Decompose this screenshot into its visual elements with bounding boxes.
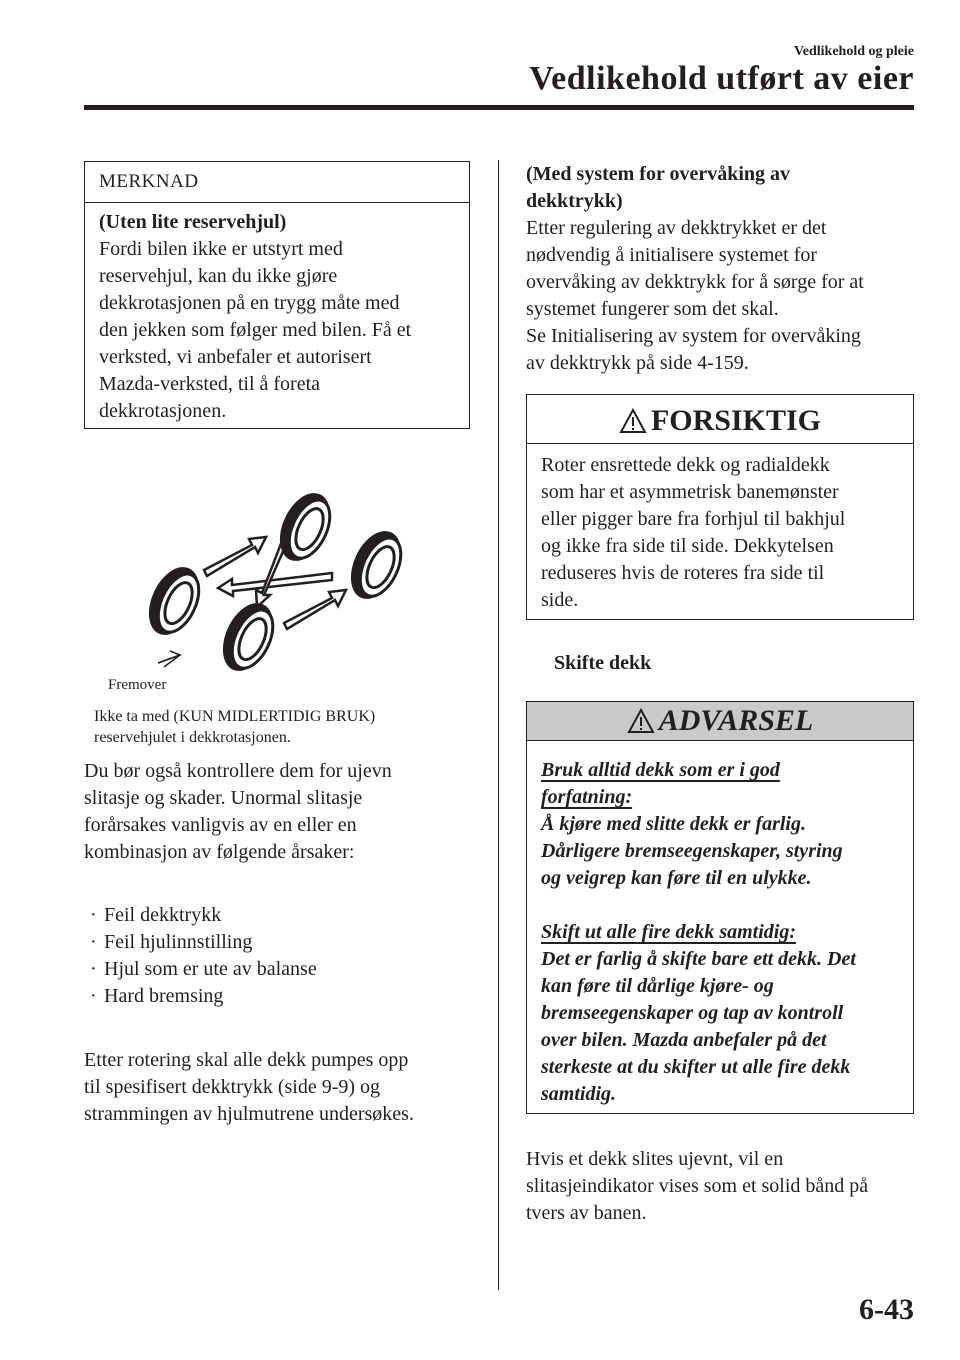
text-line: systemet fungerer som det skal. <box>526 298 779 320</box>
list-item <box>90 956 317 983</box>
figure-caption <box>94 706 375 748</box>
forward-arrow-icon <box>158 651 180 667</box>
text-line: overvåking av dekktrykk for å sørge for at <box>526 271 864 293</box>
caution-title: FORSIKTIG <box>650 404 822 437</box>
warning-body <box>527 741 913 1108</box>
text-line: Å kjøre med slitte dekk er farlig. <box>541 813 806 835</box>
caption-line: Ikke ta med (KUN MIDLERTIDIG BRUK) <box>94 708 376 725</box>
page-title: Vedlikehold utført av eier <box>529 60 914 97</box>
text-line: side. <box>541 589 579 611</box>
note-line: Mazda-verksted, til å foreta <box>99 373 321 395</box>
text-line: Se Initialisering av system for overvåking <box>526 325 861 347</box>
warning-subheading: forfatning: <box>541 786 633 808</box>
text-line: sterkeste at du skifter ut alle fire dekk <box>541 1056 851 1078</box>
warning-triangle-icon <box>627 708 655 734</box>
text-line: over bilen. Mazda anbefaler på det <box>541 1029 827 1051</box>
text-line: Du bør også kontrollere dem for ujevn <box>84 760 392 782</box>
list-item <box>90 902 317 929</box>
text-line: Det er farlig å skifte bare ett dekk. Det <box>541 948 856 970</box>
list-item-text: Feil hjulinnstilling <box>104 931 253 953</box>
caption-line: reservehjulet i dekkrotasjonen. <box>94 729 291 746</box>
tire-rear-left <box>139 559 209 643</box>
warning-box <box>526 701 914 1114</box>
text-line: Roter ensrettede dekk og radialdekk <box>541 454 830 476</box>
warning-heading <box>527 702 913 741</box>
text-line: tvers av banen. <box>526 1202 647 1224</box>
left-paragraph-1 <box>84 758 392 866</box>
text-line: Dårligere bremseegenskaper, styring <box>541 840 843 862</box>
header-divider <box>84 105 914 110</box>
note-line: den jekken som følger med bilen. Få et <box>99 319 412 341</box>
text-line: strammingen av hjulmutrene undersøkes. <box>84 1103 414 1125</box>
list-item-text: Hjul som er ute av balanse <box>104 958 317 980</box>
caution-box <box>526 394 914 620</box>
text-line: slitasje og skader. Unormal slitasje <box>84 787 363 809</box>
text-line: kan føre til dårlige kjøre- og <box>541 975 774 997</box>
left-paragraph-2 <box>84 1047 414 1128</box>
caution-body <box>527 443 913 614</box>
note-line: dekkrotasjonen. <box>99 400 227 422</box>
note-body <box>85 203 469 425</box>
text-line: reduseres hvis de roteres fra side til <box>541 562 825 584</box>
warning-subheading: Bruk alltid dekk som er i god <box>541 759 780 781</box>
section-label: Vedlikehold og pleie <box>793 44 914 59</box>
text-line: og ikke fra side til side. Dekkytelsen <box>541 535 834 557</box>
warning-triangle-icon <box>619 408 647 434</box>
text-line: til spesifisert dekktrykk (side 9-9) og <box>84 1076 381 1098</box>
cause-list <box>90 902 317 1010</box>
subsection-heading: dekktrykk) <box>526 190 623 212</box>
warning-subheading: Skift ut alle fire dekk samtidig: <box>541 921 796 943</box>
right-intro <box>526 161 864 377</box>
bullet-marker: · <box>90 904 97 926</box>
note-box <box>84 161 470 429</box>
text-line: nødvendig å initialisere systemet for <box>526 244 818 266</box>
tire-rotation-diagram <box>100 485 420 675</box>
text-line: Hvis et dekk slites ujevnt, vil en <box>526 1148 784 1170</box>
column-divider <box>498 160 499 1290</box>
direction-label: Fremover <box>108 677 167 693</box>
right-final-paragraph <box>526 1146 868 1227</box>
text-line: Etter rotering skal alle dekk pumpes opp <box>84 1049 409 1071</box>
note-heading: MERKNAD <box>85 162 469 203</box>
bullet-marker: · <box>90 931 97 953</box>
note-line: reservehjul, kan du ikke gjøre <box>99 265 338 287</box>
text-line: forårsakes vanligvis av en eller en <box>84 814 357 836</box>
tire-front-right <box>341 523 411 607</box>
text-line: kombinasjon av følgende årsaker: <box>84 841 355 863</box>
page-number: 6-43 <box>859 1293 914 1326</box>
list-item <box>90 929 317 956</box>
note-subheading: (Uten lite reservehjul) <box>99 211 287 233</box>
text-line: som har et asymmetrisk banemønster <box>541 481 839 503</box>
text-line: av dekktrykk på side 4-159. <box>526 352 749 374</box>
text-line: og veigrep kan føre til en ulykke. <box>541 867 812 889</box>
note-line: Fordi bilen ikke er utstyrt med <box>99 238 343 260</box>
text-line: samtidig. <box>541 1083 617 1105</box>
text-line: slitasjeindikator vises som et solid bånd på <box>526 1175 869 1197</box>
warning-title: ADVARSEL <box>658 704 814 737</box>
text-line: Etter regulering av dekktrykket er det <box>526 217 827 239</box>
text-line: bremseegenskaper og tap av kontroll <box>541 1002 844 1024</box>
text-line: eller pigger bare fra forhjul til bakhjul <box>541 508 846 530</box>
section-heading-skifte-dekk: Skifte dekk <box>554 652 652 674</box>
caution-heading <box>527 399 913 443</box>
list-item-text: Hard bremsing <box>104 985 224 1007</box>
note-line: verksted, vi anbefaler et autorisert <box>99 346 372 368</box>
subsection-heading: (Med system for overvåking av <box>526 163 791 185</box>
note-line: dekkrotasjonen på en trygg måte med <box>99 292 400 314</box>
bullet-marker: · <box>90 958 97 980</box>
list-item-text: Feil dekktrykk <box>104 904 222 926</box>
list-item <box>90 983 317 1010</box>
tire-rear-right <box>213 595 283 675</box>
bullet-marker: · <box>90 985 97 1007</box>
